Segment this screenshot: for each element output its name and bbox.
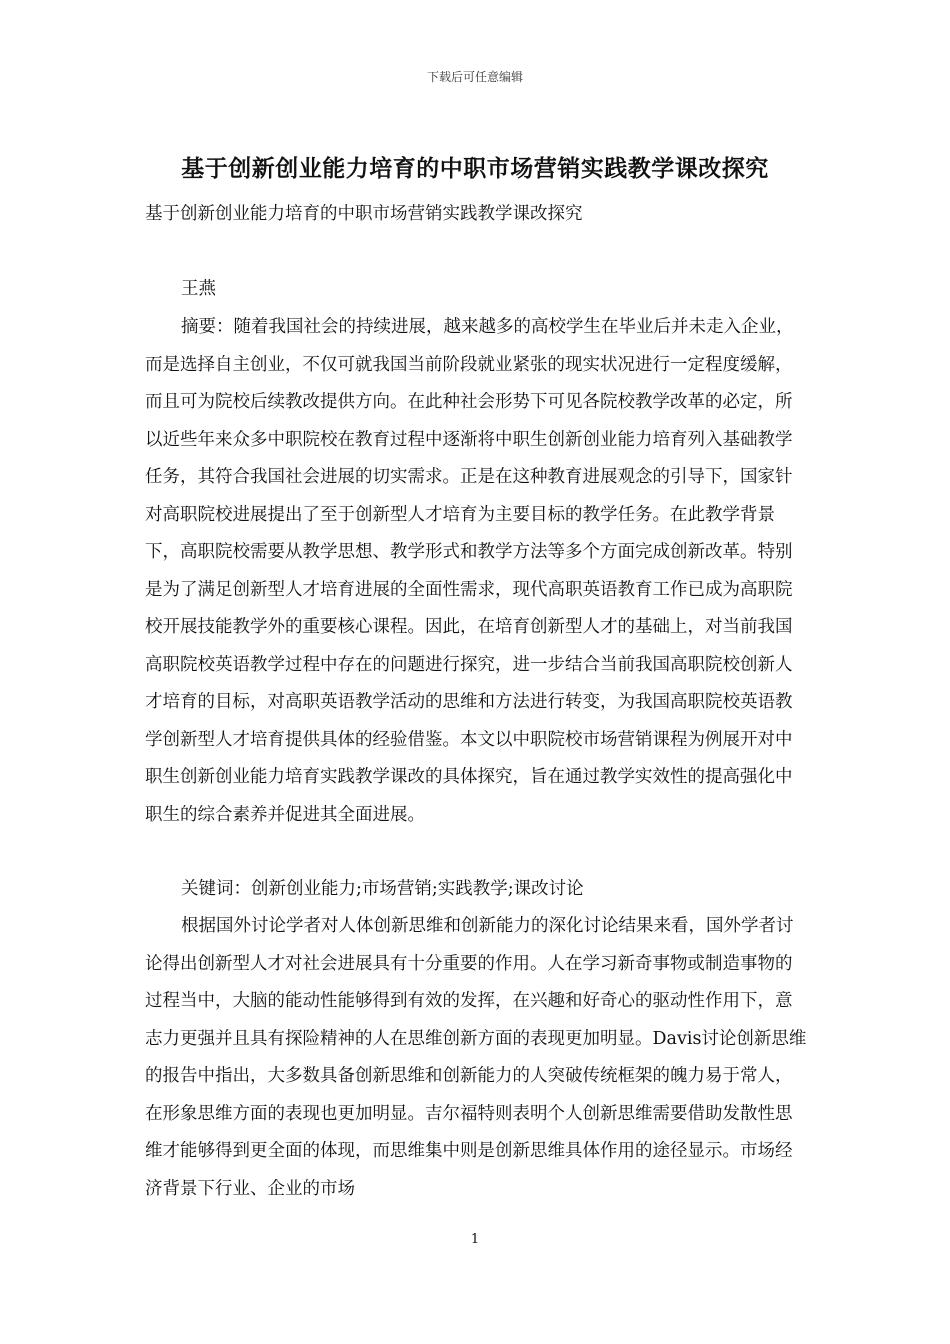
abstract-paragraph: 摘要：随着我国社会的持续进展，越来越多的高校学生在毕业后并未走入企业，而是选择自主创业，不仅可就我国当前阶段就业紧张的现实状况进行一定程度缓解，而且可为院校后续教改提供方向。在此种社会形势下可见各院校教学改革的必定，所以近些年来众多中职院校在教育过程中逐渐将中职生创新创业能力培育列入基础教学任务，其符合我国社会进展的切实需求。正是在这种教育进展观念的引导下，国家针对高职院校进展提出了至于创新型人才培育为主要目标的教学任务。在此教学背景下，高职院校需要从教学思想、教学形式和教学方法等多个方面完成创新改革。特别是为了满足创新型人才培育进展的全面性需求，现代高职英语教育工作已成为高职院校开展技能教学外的重要核心课程。因此，在培育创新型人才的基础上，对当前我国高职院校英语教学过程中存在的问题进行探究，进一步结合当前我国高职院校创新人才培育的目标，对高职英语教学活动的思维和方法进行转变，为我国高职院校英语教学创新型人才培育提供具体的经验借鉴。本文以中职院校市场营销课程为例展开对中职生创新创业能力培育实践教学课改的具体探究，旨在通过教学实效性的提高强化中职生的综合素养并促进其全面进展。 bbox=[145, 317, 794, 825]
intro-paragraph: 根据国外讨论学者对人体创新思维和创新能力的深化讨论结果来看，国外学者讨论得出创新型人才对社会进展具有十分重要的作用。人在学习新奇事物或制造事物的过程当中，大脑的能动性能够得到有效的发挥，在兴趣和好奇心的驱动性作用下，意志力更强并且具有探险精神的人在思维创新方面的表现更加明显。Davis讨论创新思维的报告中指出，大多数具备创新思维和创新能力的人突破传统框架的魄力易于常人，在形象思维方面的表现也更加明显。吉尔福特则表明个人创新思维需要借助发散性思维才能够得到更全面的体现，而思维集中则是创新思维具体作用的途径显示。市场经济背景下行业、企业的市场 bbox=[145, 916, 807, 1199]
keywords-line: 关键词：创新创业能力;市场营销;实践教学;课改讨论 bbox=[181, 879, 584, 899]
header-note: 下载后可任意编辑 bbox=[426, 70, 523, 84]
page-number: 1 bbox=[470, 1232, 480, 1247]
author-name: 王燕 bbox=[181, 279, 216, 299]
document-subtitle: 基于创新创业能力培育的中职市场营销实践教学课改探究 bbox=[145, 204, 583, 224]
document-title: 基于创新创业能力培育的中职市场营销实践教学课改探究 bbox=[181, 156, 769, 182]
